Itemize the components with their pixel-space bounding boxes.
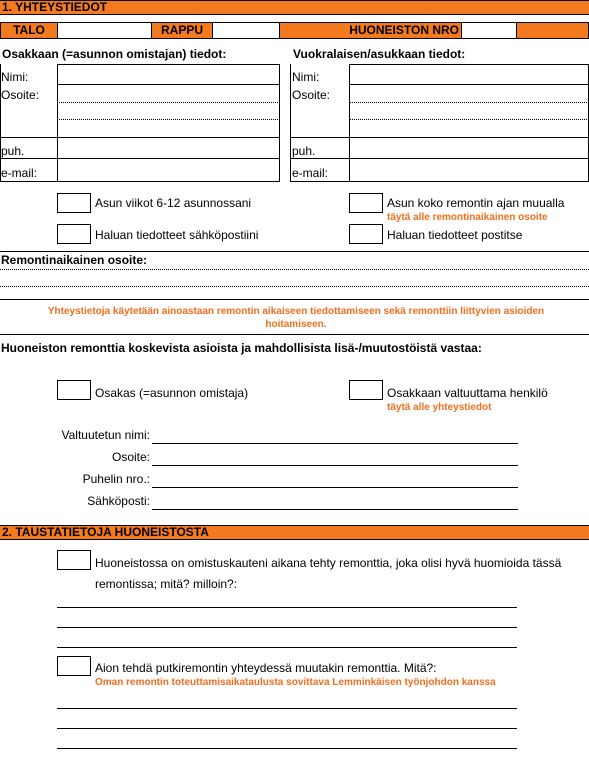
email-news-checkbox[interactable] — [57, 224, 91, 244]
delegate-note: täytä alle yhteystiedot — [387, 402, 492, 413]
tenant-email-field[interactable] — [290, 181, 589, 182]
other-renovation-line-1[interactable] — [57, 708, 517, 709]
post-news-checkbox[interactable] — [349, 224, 383, 244]
delegate-address-label: Osoite: — [111, 450, 150, 464]
previous-renovation-line-1[interactable] — [57, 607, 517, 608]
other-renovation-line-3[interactable] — [57, 748, 517, 749]
tenant-phone-field[interactable] — [290, 158, 589, 159]
delegate-email-label: Sähköposti: — [87, 494, 150, 508]
owner-responsible-label: Osakas (=asunnon omistaja) — [95, 386, 249, 400]
owner-address-field-2[interactable] — [57, 119, 280, 120]
stay-home-label: Asun viikot 6-12 asunnossani — [95, 196, 252, 210]
post-news-label: Haluan tiedotteet postitse — [387, 228, 523, 242]
section-1-header — [0, 0, 589, 15]
owner-phone-label: puh. — [1, 144, 25, 158]
owner-line — [0, 137, 280, 138]
delegate-label: Osakkaan valtuuttama henkilö — [387, 386, 548, 400]
tenant-frame-left — [290, 64, 291, 182]
privacy-note: Yhteystietoja käytetään ainoastaan remontin aikaiseen tiedottamiseen sekä remonttiin liittyvien asioiden hoitamiseen. — [47, 306, 545, 330]
section-2-header — [0, 525, 589, 540]
tenant-name-field[interactable] — [349, 84, 589, 85]
email-news-label: Haluan tiedotteet sähköpostiini — [95, 228, 259, 242]
away-note: täytä alle remontinaikainen osoite — [387, 212, 548, 223]
temp-address-field-1[interactable] — [0, 269, 589, 270]
away-checkbox[interactable] — [349, 193, 383, 213]
owner-address-field-1[interactable] — [57, 102, 280, 103]
other-renovation-label: Aion tehdä putkiremontin yhteydessä muutakin remonttia. Mitä?: — [95, 661, 437, 675]
owner-frame-left — [0, 64, 1, 182]
owner-email-field[interactable] — [0, 181, 280, 182]
previous-renovation-label: Huoneistossa on omistuskauteni aikana tehty remonttia, joka olisi hyvä huomioida tässä remontissa; mitä? milloin?: — [95, 556, 562, 591]
tenant-address-label: Osoite: — [292, 88, 331, 102]
stay-home-checkbox[interactable] — [57, 193, 91, 213]
section-2-title: 2. TAUSTATIETOJA HUONEISTOSTA — [2, 525, 209, 539]
previous-renovation-checkbox[interactable] — [57, 550, 91, 570]
owner-email-label: e-mail: — [1, 166, 38, 180]
delegate-checkbox[interactable] — [349, 380, 383, 400]
delegate-email-field[interactable] — [152, 509, 518, 510]
tenant-address-field-1[interactable] — [349, 102, 589, 103]
tenant-address-field-2[interactable] — [349, 119, 589, 120]
header-filler — [516, 22, 589, 39]
talo-field[interactable] — [57, 22, 152, 39]
huoneisto-nro-label: HUONEISTON NRO — [279, 22, 462, 39]
tenant-line — [349, 64, 589, 65]
separator — [0, 251, 589, 252]
delegate-name-field[interactable] — [152, 443, 518, 444]
responsible-heading: Huoneiston remonttia koskevista asioista ja mahdollisista lisä-/muutostöistä vastaa: — [1, 341, 482, 355]
rappu-field[interactable] — [212, 22, 280, 39]
temp-address-field-2[interactable] — [0, 286, 589, 287]
tenant-name-label: Nimi: — [292, 70, 320, 84]
separator — [0, 334, 589, 335]
section-1-title: 1. YHTEYSTIEDOT — [2, 0, 108, 14]
separator — [0, 299, 589, 300]
tenant-line — [290, 137, 589, 138]
huoneisto-nro-field[interactable] — [461, 22, 517, 39]
rappu-label: RAPPU — [151, 22, 213, 39]
tenant-heading: Vuokralaisen/asukkaan tiedot: — [293, 47, 466, 61]
delegate-name-label: Valtuutetun nimi: — [61, 428, 150, 442]
delegate-address-field[interactable] — [152, 465, 518, 466]
owner-name-label: Nimi: — [1, 70, 29, 84]
owner-frame-right — [279, 64, 280, 182]
other-renovation-note: Oman remontin toteuttamisaikataulusta sovittava Lemminkäisen työnjohdon kanssa — [95, 677, 496, 688]
owner-name-field[interactable] — [57, 84, 280, 85]
owner-responsible-checkbox[interactable] — [57, 380, 91, 400]
tenant-phone-label: puh. — [292, 144, 316, 158]
tenant-email-label: e-mail: — [292, 166, 329, 180]
tenant-frame-mid — [349, 64, 350, 182]
other-renovation-line-2[interactable] — [57, 728, 517, 729]
delegate-phone-field[interactable] — [152, 487, 518, 488]
previous-renovation-line-3[interactable] — [57, 647, 517, 648]
previous-renovation-line-2[interactable] — [57, 627, 517, 628]
owner-heading: Osakkaan (=asunnon omistajan) tiedot: — [2, 47, 227, 61]
delegate-phone-label: Puhelin nro.: — [82, 472, 150, 486]
other-renovation-checkbox[interactable] — [57, 656, 91, 676]
talo-label: TALO — [0, 22, 58, 39]
owner-line — [57, 64, 280, 65]
owner-frame-mid — [57, 64, 58, 182]
owner-address-label: Osoite: — [1, 88, 40, 102]
away-label: Asun koko remontin ajan muualla — [387, 196, 565, 210]
temp-address-label: Remontinaikainen osoite: — [1, 253, 148, 267]
owner-phone-field[interactable] — [0, 158, 280, 159]
